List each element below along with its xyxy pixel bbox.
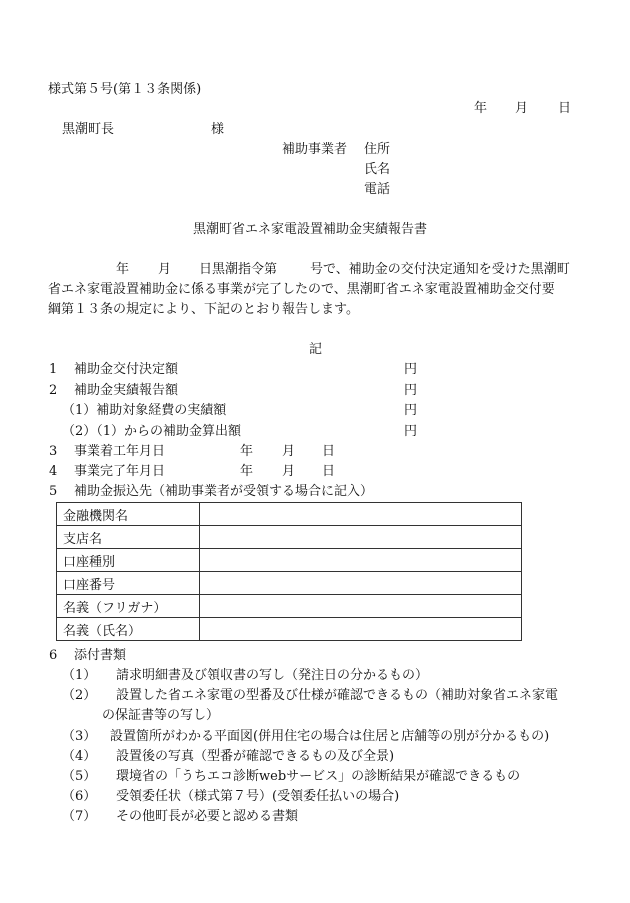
item-5-num: 5 <box>49 484 58 499</box>
item-5-label: 補助金振込先（補助事業者が受領する場合に記入） <box>74 484 374 499</box>
addressee-honorific: 様 <box>211 122 225 137</box>
item-1-unit: 円 <box>404 362 418 377</box>
attachment-2-num: （2） <box>62 688 97 703</box>
body-line2: 省エネ家電設置補助金に係る事業が完了したので、黒潮町省エネ家電設置補助金交付要 <box>48 282 555 297</box>
branch-name-field[interactable] <box>200 526 522 549</box>
date-month: 月 <box>515 101 529 116</box>
attachment-6-num: （6） <box>62 789 97 804</box>
item-1-label: 補助金交付決定額 <box>74 362 179 377</box>
account-holder-kana-field[interactable] <box>200 595 522 618</box>
attachment-6-text: 受領委任状（様式第７号）(受領委任払いの場合) <box>116 789 400 804</box>
body-month: 月 <box>158 262 172 277</box>
addressee-name: 黒潮町長 <box>62 122 115 137</box>
item-2-num: 2 <box>49 383 58 398</box>
item-2a-label: （1）補助対象経費の実績額 <box>62 403 227 418</box>
item-4-label: 事業完了年月日 <box>74 464 166 479</box>
account-number-field[interactable] <box>200 572 522 595</box>
bank-name-field[interactable] <box>200 503 522 526</box>
branch-name-label: 支店名 <box>57 526 200 549</box>
body-year: 年 <box>116 262 130 277</box>
body-day-directive: 日黒潮指令第 <box>199 262 278 277</box>
date-year: 年 <box>474 101 488 116</box>
account-holder-kana-label: 名義（フリガナ） <box>57 595 200 618</box>
item-3-month: 月 <box>282 444 296 459</box>
ki-heading: 記 <box>309 342 323 357</box>
account-type-label: 口座種別 <box>57 549 200 572</box>
attachments-heading: 添付書類 <box>74 648 127 663</box>
document-title: 黒潮町省エネ家電設置補助金実績報告書 <box>193 222 428 237</box>
attachment-2-text: 設置した省エネ家電の型番及び仕様が確認できるもの（補助対象省エネ家電 <box>116 688 559 703</box>
table-row <box>57 526 522 549</box>
item-3-year: 年 <box>240 444 254 459</box>
name-label: 氏名 <box>364 162 391 177</box>
attachment-4-num: （4） <box>62 749 97 764</box>
attachment-3-text: 設置箇所がわかる平面図(併用住宅の場合は住居と店舗等の別が分かるもの) <box>110 729 550 744</box>
item-2a-unit: 円 <box>404 403 418 418</box>
attachments-num: 6 <box>49 648 58 663</box>
item-4-month: 月 <box>282 464 296 479</box>
table-row <box>57 618 522 641</box>
item-4-year: 年 <box>240 464 254 479</box>
item-3-label: 事業着工年月日 <box>74 444 166 459</box>
item-4-num: 4 <box>49 464 58 479</box>
phone-label: 電話 <box>364 182 391 197</box>
attachment-2-text-cont: の保証書等の写し） <box>102 708 220 723</box>
account-holder-name-field[interactable] <box>200 618 522 641</box>
item-4-day: 日 <box>322 464 336 479</box>
bank-name-label: 金融機関名 <box>57 503 200 526</box>
account-type-field[interactable] <box>200 549 522 572</box>
attachment-5-text: 環境省の「うちエコ診断webサービス」の診断結果が確認できるもの <box>116 769 521 784</box>
table-row <box>57 503 522 526</box>
date-day: 日 <box>558 101 572 116</box>
item-2b-label: （2）（1）からの補助金算出額 <box>62 424 242 439</box>
item-1-num: 1 <box>49 362 58 377</box>
body-line1-text: 号で、補助金の交付決定通知を受けた黒潮町 <box>310 262 570 277</box>
table-row <box>57 572 522 595</box>
attachment-5-num: （5） <box>62 769 97 784</box>
account-holder-name-label: 名義（氏名） <box>57 618 200 641</box>
attachment-7-text: その他町長が必要と認める書類 <box>116 809 299 824</box>
account-number-label: 口座番号 <box>57 572 200 595</box>
bank-account-table <box>56 502 522 641</box>
attachment-7-num: （7） <box>62 809 97 824</box>
address-label: 住所 <box>364 142 391 157</box>
attachment-3-num: （3） <box>62 729 97 744</box>
table-row <box>57 595 522 618</box>
item-3-day: 日 <box>322 444 336 459</box>
applicant-label: 補助事業者 <box>282 142 348 157</box>
form-number: 様式第５号(第１３条関係) <box>48 82 202 97</box>
table-row <box>57 549 522 572</box>
item-2-unit: 円 <box>404 383 418 398</box>
body-line3: 綱第１３条の規定により、下記のとおり報告します。 <box>48 302 359 317</box>
attachment-1-text: 請求明細書及び領収書の写し（発注日の分かるもの） <box>116 668 429 683</box>
attachment-4-text: 設置後の写真（型番が確認できるもの及び全景) <box>116 749 395 764</box>
attachment-1-num: （1） <box>62 668 97 683</box>
item-2-label: 補助金実績報告額 <box>74 383 179 398</box>
item-2b-unit: 円 <box>404 424 418 439</box>
item-3-num: 3 <box>49 444 58 459</box>
